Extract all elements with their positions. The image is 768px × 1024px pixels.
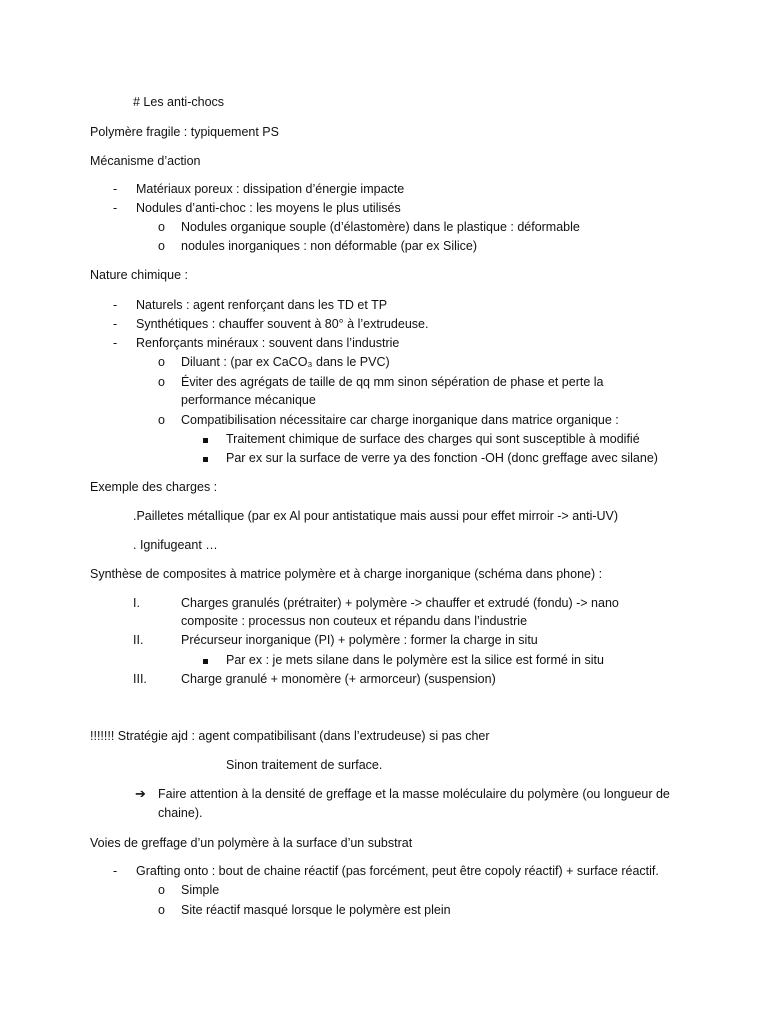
sub-list-item-continued: performance mécanique [181, 393, 316, 407]
paragraph: . Ignifugeant … [133, 538, 218, 552]
list-item: Nodules d’anti-choc : les moyens le plus utilisés [136, 201, 401, 215]
roman-numeral: III. [133, 672, 147, 686]
section-title: # Les anti-chocs [133, 95, 225, 109]
arrow-item: Faire attention à la densité de greffage et la masse moléculaire du polymère (ou longueur de [158, 787, 670, 801]
paragraph: !!!!!!! Stratégie ajd : agent compatibilisant (dans l’extrudeuse) si pas cher [90, 729, 490, 743]
circle-bullet: o [158, 355, 165, 369]
list-item: Renforçants minéraux : souvent dans l’industrie [136, 336, 400, 350]
numbered-item: Charges granulés (prétraiter) + polymère -> chauffer et extrudé (fondu) -> nano [181, 596, 619, 610]
sub-sub-list-item: Par ex sur la surface de verre ya des fonction -OH (donc greffage avec silane) [226, 451, 658, 465]
list-item: Synthétiques : chauffer souvent à 80° à l’extrudeuse. [136, 317, 429, 331]
dash-bullet: - [113, 317, 118, 331]
sub-sub-list-item: Par ex : je mets silane dans le polymère est la silice est formé in situ [226, 653, 604, 667]
list-item: Grafting onto : bout de chaine réactif (pas forcément, peut être copoly réactif) + surface réactif. [136, 864, 659, 878]
section-heading: Exemple des charges : [90, 480, 218, 494]
list-item: Matériaux poreux : dissipation d’énergie impacte [136, 182, 405, 196]
numbered-item: Charge granulé + monomère (+ armorceur) (suspension) [181, 672, 496, 686]
sub-list-item: Nodules organique souple (d’élastomère) dans le plastique : déformable [181, 220, 580, 234]
square-bullet [203, 450, 208, 466]
list-item: Naturels : agent renforçant dans les TD et TP [136, 298, 388, 312]
sub-list-item: nodules inorganiques : non déformable (par ex Silice) [181, 239, 478, 253]
sub-list-item: Éviter des agrégats de taille de qq mm sinon sépération de phase et perte la [181, 375, 604, 389]
sub-list-item: Simple [181, 883, 220, 897]
roman-numeral: I. [133, 596, 140, 610]
arrow-item-continued: chaine). [158, 806, 203, 820]
circle-bullet: o [158, 239, 165, 253]
section-heading: Nature chimique : [90, 268, 188, 282]
circle-bullet: o [158, 375, 165, 389]
section-heading: Voies de greffage d’un polymère à la surface d’un substrat [90, 836, 413, 850]
dash-bullet: - [113, 298, 118, 312]
paragraph: Sinon traitement de surface. [226, 758, 383, 772]
dash-bullet: - [113, 182, 118, 196]
dash-bullet: - [113, 864, 118, 878]
numbered-item: Précurseur inorganique (PI) + polymère : former la charge in situ [181, 633, 538, 647]
square-bullet [203, 652, 208, 668]
dash-bullet: - [113, 336, 118, 350]
paragraph: Mécanisme d’action [90, 154, 201, 168]
square-bullet [203, 431, 208, 447]
paragraph: .Pailletes métallique (par ex Al pour antistatique mais aussi pour effet mirroir -> anti-UV) [133, 509, 619, 523]
sub-list-item: Compatibilisation nécessitaire car charge inorganique dans matrice organique : [181, 413, 619, 427]
section-heading: Synthèse de composites à matrice polymère et à charge inorganique (schéma dans phone) : [90, 567, 603, 581]
roman-numeral: II. [133, 633, 144, 647]
sub-list-item: Site réactif masqué lorsque le polymère est plein [181, 903, 451, 917]
numbered-item-continued: composite : processus non couteux et répandu dans l’industrie [181, 614, 528, 628]
circle-bullet: o [158, 413, 165, 427]
sub-sub-list-item: Traitement chimique de surface des charges qui sont susceptible à modifié [226, 432, 640, 446]
circle-bullet: o [158, 903, 165, 917]
circle-bullet: o [158, 883, 165, 897]
arrow-icon: ➔ [135, 786, 146, 801]
paragraph: Polymère fragile : typiquement PS [90, 125, 279, 139]
dash-bullet: - [113, 201, 118, 215]
circle-bullet: o [158, 220, 165, 234]
sub-list-item: Diluant : (par ex CaCO₃ dans le PVC) [181, 355, 390, 369]
